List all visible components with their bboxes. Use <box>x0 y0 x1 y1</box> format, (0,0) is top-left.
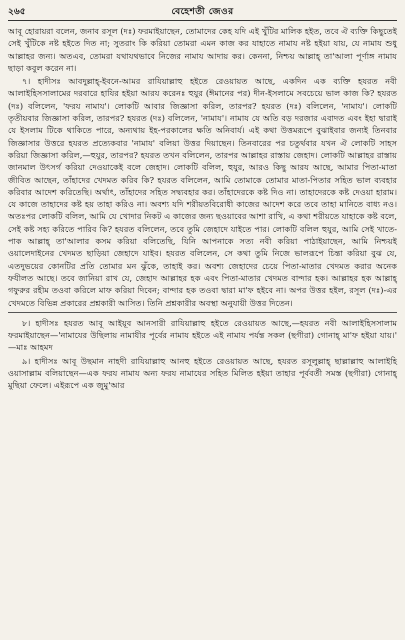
page-body <box>8 25 397 392</box>
paragraph-continuation: আবূ হোরায়রা বলেন, জনাব রসূল (দঃ) ফরমাইয়াছেন, তোমাদের কেহ যদি এই খুঁটির মালিক হইত, তবে ঐ ব্যক্তি কিছুতেই সেই খুঁটিকে নষ্ট হইতে দিত না; সুতরাং কি করিয়া তোমরা এমন কাজ কর যাহাতে নামায নষ্ট হইয়া যায়, যে নামায শুধু আল্লাহর জন্য। অতএব, তোমরা যথাযথভাবে নিজের নামায আদায় কর। কেননা, নিশ্চয় আল্লাহ্‌ তা'আলা পূর্ণাঙ্গ নামায ছাড়া কবুল করেন না। <box>8 26 397 73</box>
hadith-8: ৮। হাদীসঃ হযরত আবূ আইয়ূব আনসারী রাযিয়াল্লাহু হইতে রেওয়ায়ত আছে,—হযরত নবী আলাইহিসসালাম ফরমাইয়াছেন—'নামাযের উছিলায় নামাযীর পূর্বের নামায হইতে এই নামায পর্যন্ত সকল (ছগীরা) গোনাহ্‌ মা'ফ হইয়া যায়।' —মাঃ আহমদ <box>8 317 397 353</box>
page-number: ২৬৫ <box>8 6 26 17</box>
hadith-7: ৭। হাদীসঃ আবদুল্লাহ্‌-ইবনে-আমর রাযিয়াল্লাহু হইতে রেওয়ায়ত আছে, একদিন এক ব্যক্তি হযরত নবী আলাইহিসসালামের দরবারে হাযির হইয়া আরয করেনঃ হুযুর (ঈমানের পর) দীন-ইসলামে সবচেয়ে ভাল কাজ কি? হযরত (দঃ) বলিলেন, 'ফরয নামায'। লোকটি আবার জিজ্ঞাসা করিল, তারপর? হযরত (দঃ) বলিলেন, 'নামায'। লোকটি তৃতীয়বার জিজ্ঞাসা করিল, তারপর? হযরত (দঃ) বলিলেন, 'নামায'। নামায যে অতি বড় দরজার এবাদত এবং ইহা দ্বারাই যে ইসলাম টিকে থাকিতে পারে, অন্যথায় ইহ-পরকালের ক্ষতি অনিবার্য। এই কথা উত্তমরূপে বুঝাইবার জন্যই তিনবার জিজ্ঞাসার উত্তরে হযরত প্রত্যেকবার 'নামায' বলিয়া উত্তর দিয়াছেন। তিনবারের পর চতুর্থবার যখন ঐ লোকটি সাহস করিয়া জিজ্ঞাসা করিল,—হুযুর, তারপর? হযরত তখন বলিলেন, তারপর আল্লাহর রাস্তায় জেহাদ। লোকটি আল্লাহর রাস্তায় জানমাল উৎসর্গ করিয়া দেওয়াকেই বলে জেহাদ। লোকটি বলিল, হুযুর, আরও কিছু আরয আছে, আমার পিতা-মাতা জীবিত আছেন, তাঁহাদের খেদমত করিব কি? হযরত বলিলেন, আমি তোমাকে তোমার মাতা-পিতার সহিত ভাল ব্যবহার করিবার আদেশ করিতেছি। অর্থাৎ, তাঁহাদের সহিত সদ্ব্যবহার কর। তাঁহাদেরকে কষ্ট দিও না। তাহাদেরকে কষ্ট দেওয়া হারাম। যে কাজে তাহাদের কষ্ট হয় তাহা করিও না। অবশ্য যদি শরীয়তবিরোধী কাজের আদেশ করে তবে তাহা মানিতে বাধ্য নও। অতঃপর লোকটি বলিল, আমি যে খোদার নিকট এ কাজের জন্য ছওয়াবের আশা রাখি, এ কথা শরীয়তে যাহাকে কষ্ট বলে, সেই কষ্ট সহ্য করিতে পারিব কি? হযরত বলিলেন, তবে তুমি জেহাদে যাইতে পার। লোকটি বলিল হুযুর, আমি সেই খাতে-পাক আল্লাহ্‌ তা'আলার কসম করিয়া বলিতেছি, যিনি আপনাকে সত্য নবী করিয়া পাঠাইয়াছেন, আমি নিশ্চয়ই ওয়ালেদাইনের খেদমত ছাড়িয়া জেহাদে যাইব। হযরত বলিলেন, সে কথা তুমি নিজে ভালরূপে চিন্তা করিয়া বুঝ যে, এতদুভয়ের কোনটির প্রতি তোমার মন ঝুঁকে, তাহাই কর। অবশ্য জেহাদের চেয়ে পিতা-মাতার খেদমত করার অনেক ফযীলত আছে। তবে জানিয়া রাখ যে, জেহাদ আল্লাহর হক এবং পিতা-মাতার খেদমত বান্দার হক। আল্লাহর হক আল্লাহ্‌ গফুরুর রহীম তওবা করিলে মাফ করিয়া দিবেন; বান্দার হক তওবা দ্বারা মা'ফ হইবে না। অপর উত্তর হইল, রসূল (দঃ)-এর খেদমতে বিভিন্ন প্রকারের প্রশ্নকারী আসিত। তিনি প্রশ্নকারীর অবস্থা অনুযায়ী উত্তর দিতেন। <box>8 76 397 308</box>
page-header <box>8 4 397 21</box>
book-title: বেহেশতী জেওর <box>171 6 234 17</box>
section-divider <box>8 312 397 313</box>
hadith-9: ৯। হাদীসঃ আবূ উছমান নাহদী রাযিয়াল্লাহু আনহু হইতে রেওয়ায়ত আছে, হযরত রসূলুল্লাহ্‌ ছাল্লাল্লাহু আলাইহি ওয়াসাল্লাম বলিয়াছেন—এক ফরয নামায অন্য ফরয নামাযের সহিত মিলিত হইয়া তাহার পূর্ববর্তী সমস্ত (ছগীরা) গোনাহ্‌ মুছিয়া ফেলে। এইরূপে এক জুমু'আর <box>8 355 397 391</box>
